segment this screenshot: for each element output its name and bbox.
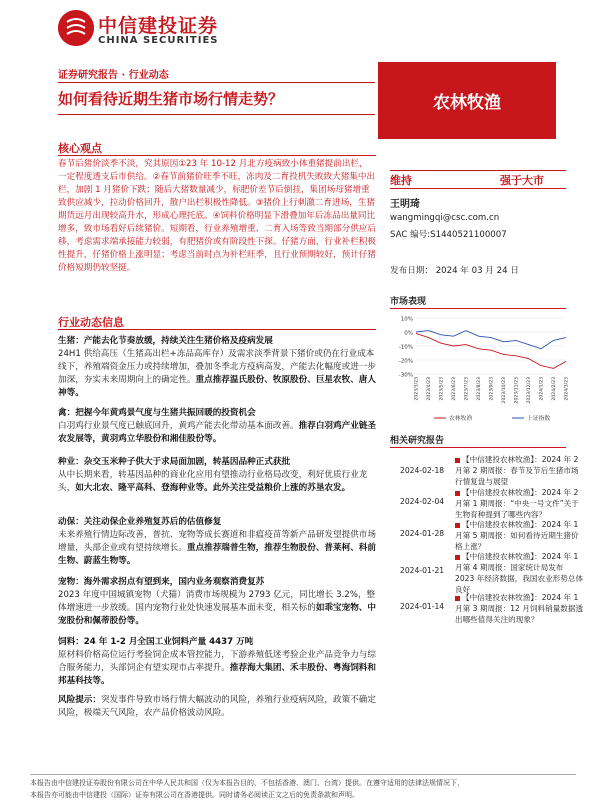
related-item-link[interactable] xyxy=(455,454,585,487)
logo-mark-icon xyxy=(58,10,94,46)
y-tick-label: 10% xyxy=(400,316,413,323)
related-item-text: 【中信建投农林牧渔】：2024 年 1 月第 5 期周报：如何看待近期生猪价格上涨？ xyxy=(455,520,579,551)
related-item-text: 【中信建投农林牧渔】：2024 年 1 月第 3 期周报：12 月饲料销量数据透出哪些值得关注的现象？ xyxy=(455,593,584,624)
analyst-name: 王明琦 xyxy=(390,199,420,210)
market-chart-divider xyxy=(390,308,566,309)
dynamics-item-seed xyxy=(58,456,376,495)
dynamics-item-head: 风险提示： xyxy=(58,695,101,705)
x-tick-label: 2024/2/23 xyxy=(552,377,557,401)
y-tick-label: -20% xyxy=(398,358,413,365)
dynamics-item-head: 禽：把握今年黄鸡景气度与生猪共振回暖的投资机会 xyxy=(58,408,256,418)
dynamics-item-body: 2023 年度中国城镇宠物（犬猫）消费市场规模为 2793 亿元，同比增长 3.2%，整体增速进一步放缓。国内宠物行业处快速发展基本面未变，相关标的 xyxy=(58,590,376,613)
related-item-link[interactable] xyxy=(455,487,585,520)
legend-label: 农林牧渔 xyxy=(449,416,473,423)
bullet-square-icon xyxy=(455,458,460,463)
y-tick-label: 0% xyxy=(404,330,413,337)
title-divider xyxy=(58,114,375,115)
dynamics-item-body: 未来养殖行情边际改善，普抗、宠物等成长赛道和非瘟疫苗等新产品研发望提供市场增量，头部企业或有望持续增长。 xyxy=(58,530,376,553)
rating-divider-top xyxy=(390,170,566,171)
bullet-square-icon xyxy=(455,555,460,560)
related-item-date: 2024-02-18 xyxy=(400,466,445,475)
related-title: 相关研究报告 xyxy=(390,436,445,446)
y-tick-label: -10% xyxy=(398,344,413,351)
dynamics-item-body: 白羽鸡行业景气度已触底回升，黄鸡产能去化带动基本面改善。 xyxy=(58,421,299,431)
y-tick-label: -30% xyxy=(398,372,413,379)
related-item-link[interactable] xyxy=(455,551,585,595)
market-chart xyxy=(390,312,576,430)
core-view-divider xyxy=(58,155,376,156)
dynamics-item-body: 突发事件导致市场行情大幅波动的风险，养殖行业疫病风险，政策不确定风险，极端天气风险，农产品价格波动风险。 xyxy=(58,695,376,718)
x-tick-label: 2023/9/23 xyxy=(489,377,495,401)
x-tick-label: 2023/4/23 xyxy=(427,377,432,401)
dynamics-heading: 行业动态信息 xyxy=(58,316,124,329)
rating-action: 维持 xyxy=(390,174,412,187)
x-tick-label: 2023/6/23 xyxy=(452,377,457,401)
x-tick-label: 2023/11/23 xyxy=(514,377,520,404)
dynamics-item-head: 宠物：海外需求拐点有望到来，国内业务观察消费复苏 xyxy=(58,577,265,587)
footer-line-1: 本报告由中信建投证券股份有限公司在中华人民共和国（仅为本报告目的，不包括香港、澳门、台湾）提供。在遵守适用的法律法规情况下， xyxy=(30,779,464,787)
related-divider xyxy=(390,447,566,448)
dynamics-item-head: 饲料：24 年 1-2 月全国工业饲料产量 4437 万吨 xyxy=(58,637,254,647)
dynamics-item-emphasis: 如乖宝宠物、中宠股份和佩蒂股份等。 xyxy=(58,603,376,626)
footer-disclaimer xyxy=(30,777,590,801)
core-view-heading: 核心观点 xyxy=(58,142,102,155)
series-line-sector xyxy=(416,333,566,368)
related-item-text: 【中信建投农林牧渔】：2024 年 1 月第 4 期周报：国家统计局发布 2023 年经济数据，我国农业形势总体良好 xyxy=(455,552,584,594)
dynamics-item-body: 原材料价格高位运行考验饲企成本管控能力，下游养殖低迷考验企业产品竞争力与综合服务能力，头部饲企有望实现市占率提升。 xyxy=(58,650,376,673)
dynamics-divider xyxy=(58,329,376,330)
dynamics-item-emphasis: 重点推荐瑞普生物，推荐生物股份、普莱柯、科前生物、蔚蓝生物等。 xyxy=(58,543,376,566)
related-item-link[interactable] xyxy=(455,519,585,552)
dynamics-item-head: 种业：杂交玉米种子供大于求局面加剧，转基因品种正式获批 xyxy=(58,457,291,467)
logo-name-cn: 中信建投证券 xyxy=(98,15,219,37)
footer-divider xyxy=(30,774,576,775)
footer-line-2: 本报告亦可能由中信建投（国际）证券有限公司在香港提供。同时请务必阅读正文之后的免责条款和声明。 xyxy=(30,791,359,799)
analyst-sac: SAC 编号:S1440521100007 xyxy=(390,230,507,240)
related-item-date: 2024-01-21 xyxy=(400,566,445,575)
dynamics-item-emphasis: 推荐海大集团、禾丰股份、粤海饲料和邦基科技等。 xyxy=(58,663,376,686)
dynamics-item-body: 从中长期来看，转基因品种的商业化应用有望推动行业格局改变，利好优质行业龙头， xyxy=(58,470,368,493)
publish-date: 发布日期： 2024 年 03 月 24 日 xyxy=(390,266,519,276)
related-item-text: 【中信建投农林牧渔】：2024 年 2 月第 2 期周报：春节及节后生猪市场行情复盘与展望 xyxy=(455,455,579,486)
category-divider xyxy=(58,82,375,83)
sector-label: 农林牧渔 xyxy=(433,93,501,113)
report-category: 证券研究报告 · 行业动态 xyxy=(58,70,169,81)
core-view-text: 春节后猪价淡季不淡，究其原因①23 年 10-12 月北方疫病致小体重猪提前出栏，一定程度透支后市供给。②春节前猪价旺季不旺，冻肉及二育投机失败致大猪集中出栏，加剧 1 月猪价下跌；随后大猪数量减少，标肥价差节后倒挂，集团场母猪增重致供应减少，拉动价格回升，散户出栏积极性降低。③猪价上行刺激二育进场，生猪期货远月出现较高升水，形成心理托底。④饲料价格明显下滑叠加年后冻品出量同比增多，致市场看好后续猪价。短期看，行业养殖增重、二育入场等致当期部分供应后移，考虑需求端承接能力较弱，有肥猪价或有阶段性下探。仔猪方面，行业补栏积极性提升，仔猪价格上涨明显；考虑当前时点为补栏旺季，且行业预期较好，预计仔猪价格短期仍较坚挺。 xyxy=(58,159,376,273)
bullet-square-icon xyxy=(455,491,460,496)
related-item-date: 2024-02-04 xyxy=(400,497,445,506)
dynamics-item-feed xyxy=(58,636,376,688)
dynamics-item-pet xyxy=(58,576,376,628)
dynamics-item-pig xyxy=(58,335,376,400)
company-logo xyxy=(58,10,94,46)
analyst-email[interactable]: wangmingqi@csc.com.cn xyxy=(390,213,500,223)
dynamics-item-head: 生猪：产能去化节奏放缓，持续关注生猪价格及疫病发展 xyxy=(58,336,273,346)
bullet-square-icon xyxy=(455,523,460,528)
dynamics-item-body: 24H1 供给高压（生猪高出栏+冻品高库存）及需求淡季背景下猪价或仍在行业成本线下，养殖端资金压力或持续增加，叠加冬季北方疫病高发，产能去化幅度或进一步加深，夯实未来周期向上的确定性。 xyxy=(58,349,376,385)
x-tick-label: 2023/5/23 xyxy=(439,377,445,401)
x-tick-label: 2023/12/23 xyxy=(527,377,532,404)
dynamics-item-emphasis: 重点推荐温氏股份、牧原股份、巨星农牧、唐人神等。 xyxy=(58,375,376,398)
legend-label: 上证指数 xyxy=(527,416,551,423)
related-item-link[interactable] xyxy=(455,592,585,625)
dynamics-item-emphasis: 推荐白羽鸡产业链圣农发展等，黄羽鸡立华股份和湘佳股份等。 xyxy=(58,421,376,444)
x-tick-label: 2023/3/23 xyxy=(414,377,420,401)
market-chart-title: 市场表现 xyxy=(390,297,427,307)
related-item-text: 【中信建投农林牧渔】：2024 年 2 月第 1 期周报：“中央一号文件”关于生物育种提到了哪些内容？ xyxy=(455,488,579,519)
x-tick-label: 2023/10/23 xyxy=(502,377,507,404)
dynamics-item-risk xyxy=(58,694,376,720)
dynamics-item-poultry xyxy=(58,407,376,446)
dynamics-item-animal-health xyxy=(58,516,376,568)
related-item-date: 2024-01-28 xyxy=(400,529,445,538)
x-tick-label: 2023/8/23 xyxy=(477,377,482,401)
rating-value: 强于大市 xyxy=(500,174,544,187)
rating-divider-bottom xyxy=(390,188,566,189)
report-title: 如何看待近期生猪市场行情走势？ xyxy=(58,90,284,108)
logo-name-en: CHINA SECURITIES xyxy=(98,35,219,46)
x-tick-label: 2024/1/23 xyxy=(539,377,545,401)
x-tick-label: 2023/7/23 xyxy=(464,377,470,401)
related-item-date: 2024-01-14 xyxy=(400,602,445,611)
x-tick-label: 2024/3/23 xyxy=(564,377,570,401)
dynamics-item-emphasis: 如大北农、隆平高科、登海种业等。此外关注受益粮价上涨的苏垦农发。 xyxy=(75,483,351,493)
dynamics-item-head: 动保：关注动保企业养殖复苏后的估值修复 xyxy=(58,517,222,527)
bullet-square-icon xyxy=(455,596,460,601)
